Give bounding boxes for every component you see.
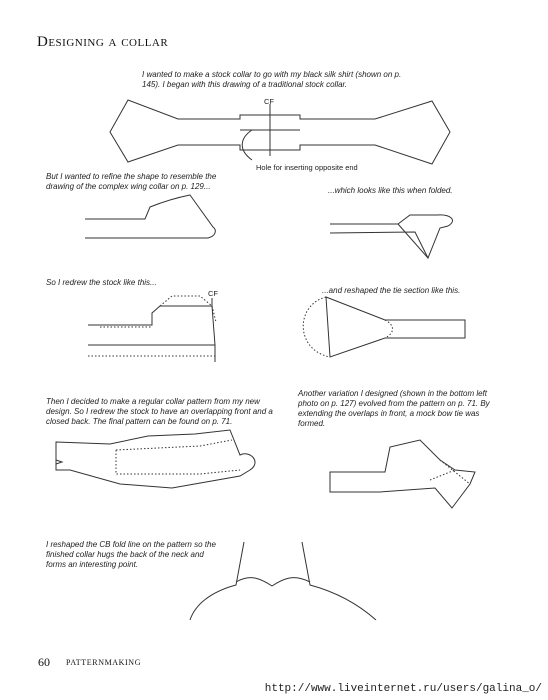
section-name: PATTERNMAKING [66,658,142,667]
caption-stock-collar: I wanted to make a stock collar to go with my black silk shirt (shown on p. 145). I began with this drawing of a traditional stock collar. [142,70,402,89]
mock-bow-tie-drawing [330,440,475,508]
caption-regular-collar: Then I decided to make a regular collar pattern from my new design. So I redrew the stock to have an overlapping front and a closed back. The final pattern can be found on p. 71. [46,397,273,426]
reshaped-tie-drawing [303,297,465,357]
folded-collar-drawing [330,215,452,258]
watermark-url: http://www.liveinternet.ru/users/galina_o/ [264,683,542,695]
redrawn-stock-drawing [88,296,216,362]
caption-refine-shape: But I wanted to refine the shape to resemble the drawing of the complex wing collar on p. 129... [46,172,217,191]
caption-folded: ...which looks like this when folded. [328,186,453,195]
refined-stock-drawing [85,195,215,238]
regular-collar-pattern-drawing [56,430,255,488]
hole-label: Hole for inserting opposite end [256,163,358,172]
page-number: 60 [38,655,50,669]
caption-tie-section: ...and reshaped the tie section like this. [322,286,461,295]
caption-cb-fold: I reshaped the CB fold line on the pattern so the finished collar hugs the back of the neck and forms an interesting point. [46,540,216,569]
caption-variation: Another variation I designed (shown in the bottom left photo on p. 127) evolved from the pattern on p. 71. By extending the overlaps in front, a mock bow tie was formed. [298,389,490,428]
cf-label-middle: CF [208,289,218,298]
caption-redrew-stock: So I redrew the stock like this... [46,278,157,287]
page-title: Designing a collar [37,34,169,50]
stock-collar-drawing [110,100,450,164]
cb-fold-neckline-drawing [190,542,376,620]
cf-label-top: CF [264,97,274,106]
